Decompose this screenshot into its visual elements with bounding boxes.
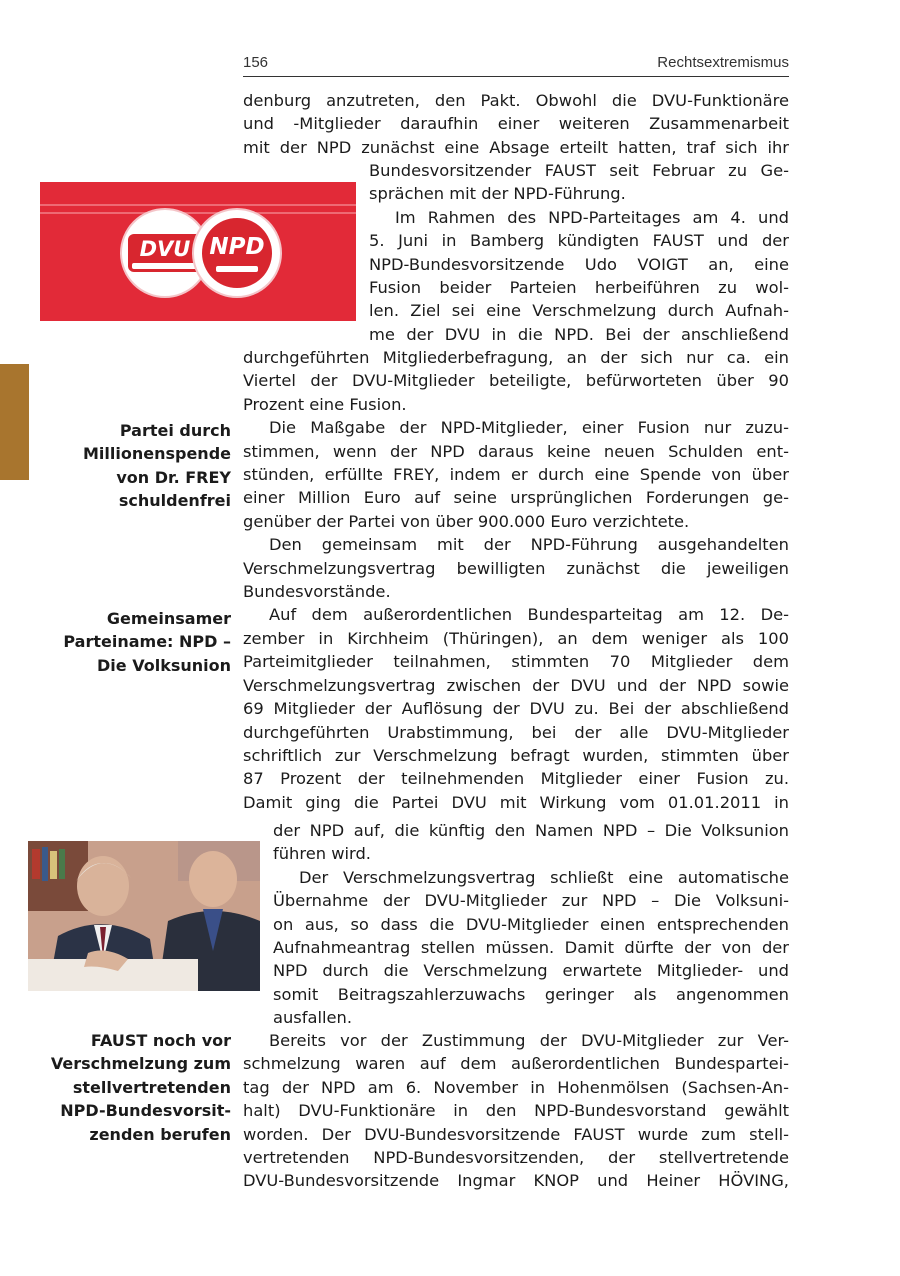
page-number: 156 — [243, 54, 269, 71]
body-line: schriftlich zur Verschmelzung befragt wurden, stimmten über — [243, 745, 789, 765]
npd-logo-badge — [202, 218, 272, 288]
body-line: ausfallen. — [273, 1008, 353, 1028]
body-line: und -Mitglieder daraufhin einer weiteren Zusammenarbeit — [243, 114, 789, 134]
sidenote-line: stellvertretenden — [72, 1077, 231, 1097]
body-line: schmelzung waren auf dem außerordentlichen Bundespartei- — [243, 1054, 789, 1074]
body-line: denburg anzutreten, den Pakt. Obwohl die DVU-Funktionäre — [243, 91, 789, 110]
signing-photo-illustration — [28, 841, 260, 991]
running-title: Rechtsextremismus — [657, 54, 789, 71]
body-line: 69 Mitglieder der Auflösung der DVU zu. Bei der abschließend — [243, 699, 789, 719]
body-text-block-4 — [273, 819, 789, 1030]
body-line: on aus, so dass die DVU-Mitglieder einen entsprechenden — [273, 914, 789, 934]
sidenote-line: Partei durch — [119, 421, 231, 440]
running-header — [243, 54, 789, 77]
dvu-logo-badge — [128, 234, 202, 272]
npd-logo-subline — [216, 266, 258, 272]
body-line: Im Rahmen des NPD-Parteitages am 4. und — [395, 207, 789, 227]
body-line: genüber der Partei von über 900.000 Euro verzichtete. — [243, 511, 690, 531]
sidenote-line: FAUST noch vor — [90, 1031, 231, 1050]
sidenote-line: Parteiname: NPD – — [63, 632, 231, 652]
body-line: NPD-Bundesvorsitzende Udo VOIGT an, eine — [369, 254, 789, 274]
chapter-thumb-tab — [0, 364, 29, 480]
dvu-logo-subline — [132, 263, 198, 269]
body-text-block-2 — [369, 159, 789, 346]
body-text-block-3 — [243, 346, 789, 814]
body-line: zember in Kirchheim (Thüringen), an dem weniger als 100 — [243, 628, 789, 648]
body-line: tag der NPD am 6. November in Hohenmölsen (Sachsen-An- — [243, 1077, 789, 1097]
body-line: Auf dem außerordentlichen Bundesparteitag am 12. De- — [269, 605, 789, 625]
logo-stripe — [40, 204, 356, 206]
body-line: 87 Prozent der teilnehmenden Mitglieder einer Fusion zu. — [243, 769, 789, 789]
body-line: Die Maßgabe der NPD-Mitglieder, einer Fusion nur zuzu- — [269, 418, 789, 438]
body-line: Den gemeinsam mit der NPD-Führung ausgehandelten — [269, 535, 789, 555]
body-line: Bundesvorsitzender FAUST seit Februar zu Ge- — [369, 161, 789, 180]
body-line: Bereits vor der Zustimmung der DVU-Mitglieder zur Ver- — [269, 1031, 789, 1050]
sidenote-line: NPD-Bundesvorsit- — [60, 1101, 231, 1121]
body-line: durchgeführten Urabstimmung, bei der alle DVU-Mitglieder — [243, 722, 789, 742]
sidenote-faust-berufen — [41, 1029, 231, 1146]
sidenote-parteiname — [41, 607, 231, 677]
dvu-npd-logo-image — [40, 182, 356, 321]
body-line: Der Verschmelzungsvertrag schließt eine automatische — [299, 867, 789, 887]
body-line: Bundesvorstände. — [243, 582, 391, 602]
sidenote-line: schuldenfrei — [118, 491, 231, 511]
sidenote-line: zenden berufen — [89, 1124, 231, 1144]
body-line: einer Million Euro auf seine ursprünglichen Forderungen ge- — [243, 488, 789, 508]
body-line: Damit ging die Partei DVU mit Wirkung vom 01.01.2011 in — [243, 792, 789, 812]
body-line: Prozent eine Fusion. — [243, 394, 407, 414]
body-text-block-5 — [243, 1029, 789, 1193]
body-line: me der DVU in die NPD. Bei der anschließend — [369, 324, 789, 344]
body-line: Übernahme der DVU-Mitglieder zur NPD – Die Volksuni- — [273, 891, 789, 911]
body-line: len. Ziel sei eine Verschmelzung durch Aufnah- — [369, 301, 789, 321]
body-line: Aufnahmeantrag stellen müssen. Damit dürfte der von der — [273, 938, 789, 958]
sidenote-line: Verschmelzung zum — [50, 1054, 231, 1074]
body-line: vertretenden NPD-Bundesvorsitzenden, der stellvertretende — [243, 1148, 789, 1168]
body-line: Verschmelzungsvertrag bewilligten zunächst die jeweiligen — [243, 558, 789, 578]
dvu-logo-text: DVU — [139, 237, 191, 261]
body-line: Fusion beider Parteien herbeiführen zu wol- — [369, 278, 789, 298]
body-line: mit der NPD zunächst eine Absage erteilt hatten, traf sich ihr — [243, 137, 789, 157]
body-line: stimmen, wenn der NPD daraus keine neuen Schulden ent- — [243, 441, 789, 461]
body-line: sprächen mit der NPD-Führung. — [369, 184, 626, 204]
sidenote-line: Millionenspende — [82, 444, 231, 464]
sidenote-line: von Dr. FREY — [116, 467, 231, 487]
body-line: durchgeführten Mitgliederbefragung, an der sich nur ca. ein — [243, 348, 789, 367]
body-line: worden. Der DVU-Bundesvorsitzende FAUST wurde zum stell- — [243, 1124, 789, 1144]
sidenote-line: Die Volksunion — [97, 655, 231, 675]
body-line: Viertel der DVU-Mitglieder beteiligte, befürworteten über 90 — [243, 371, 789, 391]
logo-stripe — [40, 212, 356, 214]
body-line: somit Beitragszahlerzuwachs geringer als angenommen — [273, 984, 789, 1004]
body-text-block-1 — [243, 89, 789, 159]
body-line: 5. Juni in Bamberg kündigten FAUST und der — [369, 231, 789, 251]
npd-logo-circle — [192, 208, 282, 298]
npd-logo-text: NPD — [209, 234, 265, 260]
body-line: Verschmelzungsvertrag zwischen der DVU und der NPD sowie — [243, 675, 789, 695]
body-line: der NPD auf, die künftig den Namen NPD – Die Volksunion — [273, 821, 789, 840]
body-line: stünden, erfüllte FREY, indem er durch eine Spende von über — [243, 465, 789, 485]
body-line: führen wird. — [273, 844, 371, 864]
body-line: halt) DVU-Funktionäre in den NPD-Bundesvorstand gewählt — [243, 1101, 789, 1121]
body-line: NPD durch die Verschmelzung erwartete Mitglieder- und — [273, 961, 789, 981]
sidenote-millionenspende — [41, 419, 231, 513]
body-line: Parteimitglieder teilnahmen, stimmten 70 Mitglieder dem — [243, 652, 789, 672]
sidenote-line: Gemeinsamer — [106, 609, 231, 628]
body-line: DVU-Bundesvorsitzende Ingmar KNOP und Heiner HÖVING, — [243, 1171, 789, 1191]
signing-photo — [28, 841, 260, 991]
